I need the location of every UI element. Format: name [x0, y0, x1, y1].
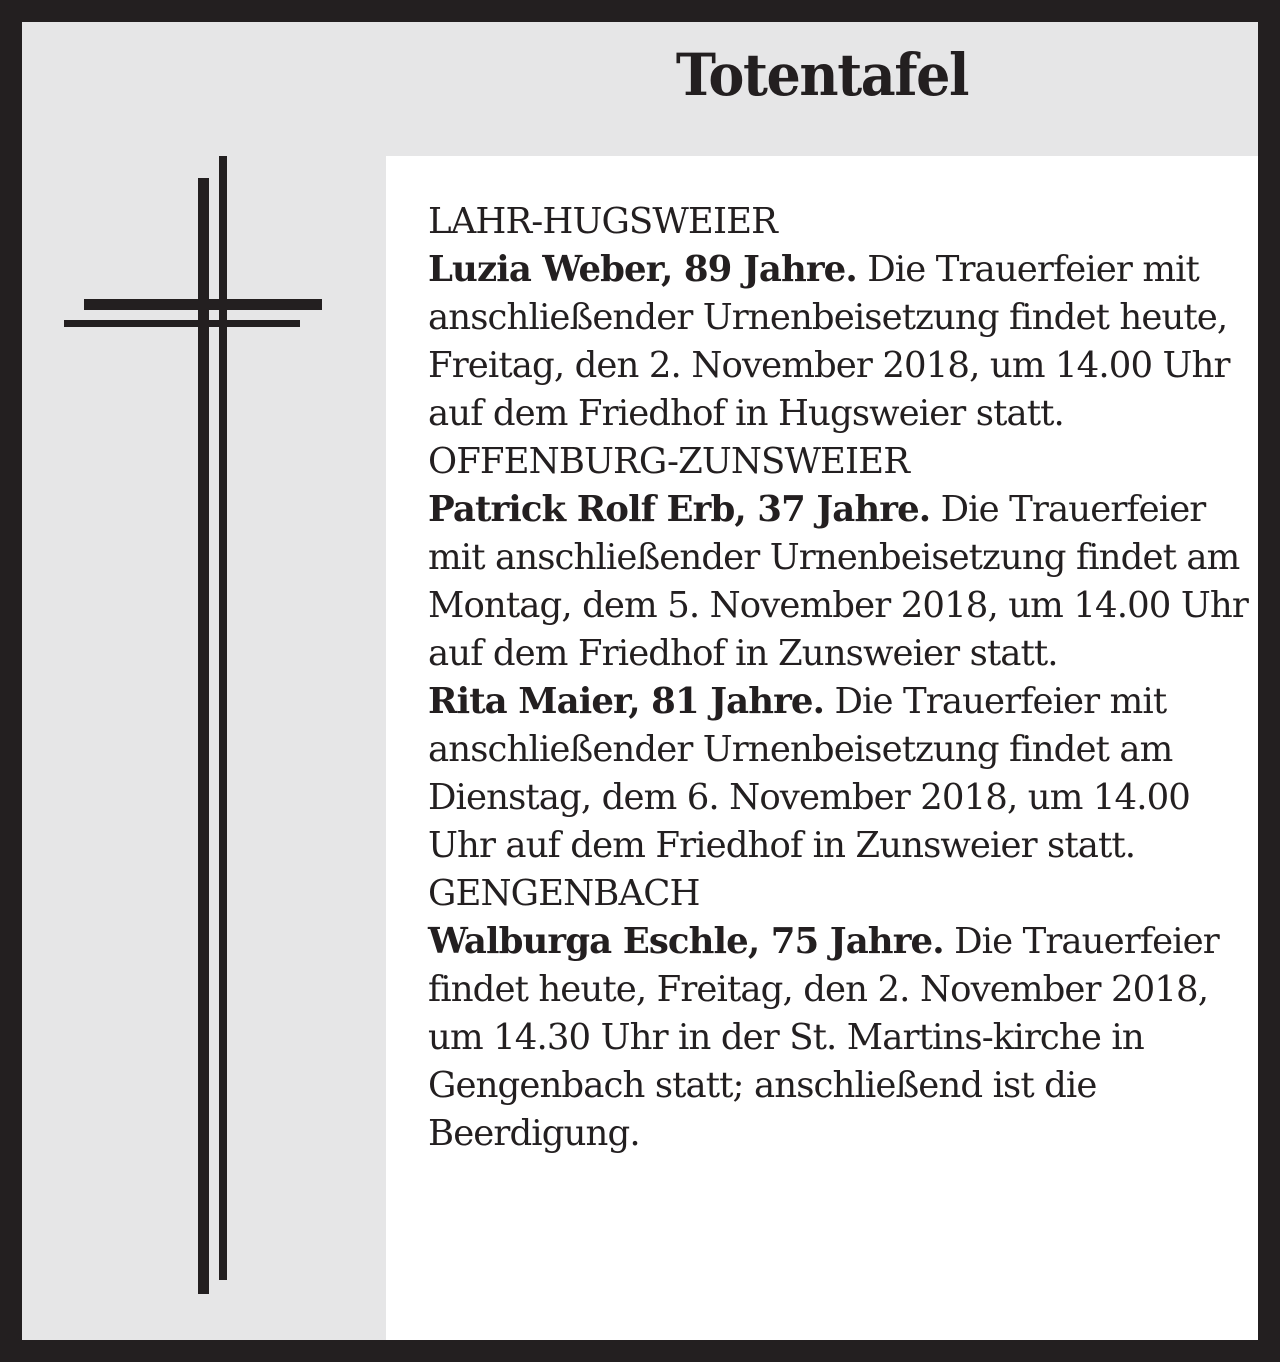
town-heading: LAHR-HUGSWEIER [428, 201, 777, 242]
obituary-entry [428, 486, 1248, 678]
ceremony-details: Die Trauerfeier findet heute, Freitag, den 2. November 2018, um 14.30 Uhr in der St. Martins-kirche in Gengenbach statt; anschließend ist die Beerdigung. [428, 921, 1219, 1154]
deceased-name: Walburga Eschle, 75 Jahre. [428, 921, 944, 962]
town-heading: GENGENBACH [428, 873, 700, 914]
deceased-name: Rita Maier, 81 Jahre. [428, 681, 825, 722]
ceremony-details: Die Trauerfeier mit anschließender Urnenbeisetzung findet am Dienstag, dem 6. November 2018, um 14.00 Uhr auf dem Friedhof in Zunsweier statt. [428, 681, 1190, 866]
deceased-name: Luzia Weber, 89 Jahre. [428, 249, 857, 290]
obituary-list [428, 198, 1248, 1158]
obituary-content [386, 156, 1258, 1340]
obituary-entry [428, 918, 1248, 1158]
ceremony-details: Die Trauerfeier mit anschließender Urnenbeisetzung findet heute, Freitag, den 2. November 2018, um 14.00 Uhr auf dem Friedhof in Hugsweier statt. [428, 249, 1230, 434]
town-heading: OFFENBURG-ZUNSWEIER [428, 441, 910, 482]
ceremony-details: Die Trauerfeier mit anschließender Urnenbeisetzung findet am Montag, dem 5. November 2018, um 14.00 Uhr auf dem Friedhof in Zunsweier statt. [428, 489, 1248, 674]
deceased-name: Patrick Rolf Erb, 37 Jahre. [428, 489, 931, 530]
page-title: Totentafel [675, 41, 969, 109]
obituary-entry [428, 678, 1248, 870]
obituary-entry [428, 246, 1248, 438]
